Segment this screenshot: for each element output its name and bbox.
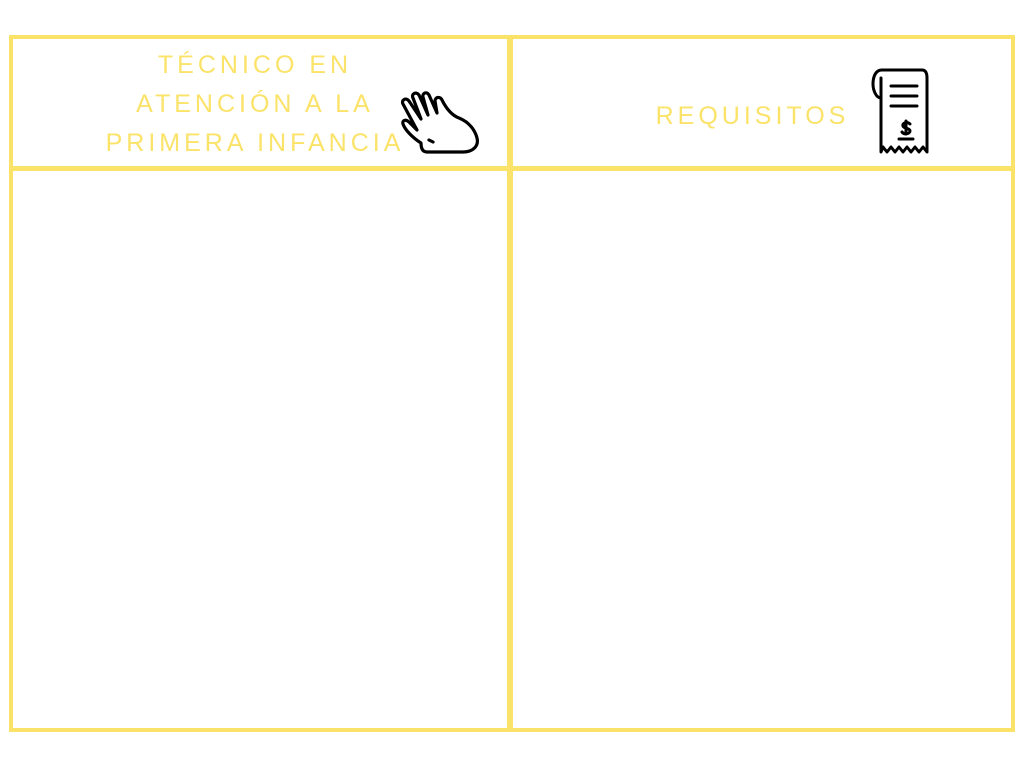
header-title-line-1: TÉCNICO EN <box>157 51 353 79</box>
header-title-program <box>60 46 450 163</box>
header-title-line-2: ATENCIÓN A LA <box>136 90 374 118</box>
receipt-icon <box>870 66 930 158</box>
header-title-line-3: PRIMERA INFANCIA <box>105 129 405 157</box>
requirements-content-cell <box>513 171 1011 728</box>
header-title-requirements: REQUISITOS <box>655 102 850 130</box>
program-content-cell <box>13 171 507 728</box>
pointing-hand-icon <box>397 88 481 156</box>
